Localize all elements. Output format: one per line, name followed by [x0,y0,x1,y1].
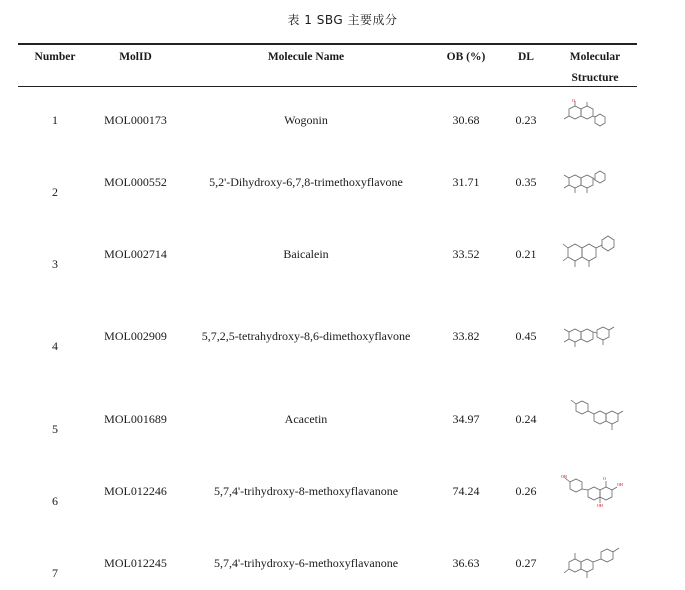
header-number: Number [34,51,76,63]
row-5-number: 5 [52,422,58,436]
row-1-dl: 0.23 [515,113,537,127]
header-ob: OB (%) [446,51,486,63]
table-top-rule [18,43,637,45]
row-6-number: 6 [52,494,58,508]
header-structure-line1: Molecular [569,51,621,63]
row-6-name: 5,7,4'-trihydroxy-8-methoxyflavanone [213,484,399,498]
header-dl: DL [518,51,534,63]
table-caption: 表 1 SBG 主要成分 [287,13,398,27]
row-7-dl: 0.27 [515,556,537,570]
row-7-name: 5,7,4'-trihydroxy-6-methoxyflavanone [213,556,399,570]
row-3-molid: MOL002714 [104,247,167,261]
molecule-structure-icon [561,164,613,200]
row-3-name: Baicalein [283,247,329,261]
row-2-molid: MOL000552 [104,175,167,189]
molecule-structure-icon [558,468,630,512]
row-2-dl: 0.35 [515,175,537,189]
row-2-ob: 31.71 [452,175,480,189]
row-5-ob: 34.97 [452,412,480,426]
header-molecule-name: Molecule Name [267,51,345,63]
row-3-ob: 33.52 [452,247,480,261]
row-3-dl: 0.21 [515,247,537,261]
svg-text:O: O [572,98,575,103]
row-1-ob: 30.68 [452,113,480,127]
molecule-structure-icon [561,317,627,357]
molecule-structure-icon [564,396,634,440]
row-4-name: 5,7,2,5-tetrahydroxy-8,6-dimethoxyflavone [201,329,411,343]
row-2-name: 5,2'-Dihydroxy-6,7,8-trimethoxyflavone [209,175,403,189]
row-4-molid: MOL002909 [104,329,167,343]
row-5-name: Acacetin [284,412,328,426]
row-7-molid: MOL012245 [104,556,167,570]
row-1-molid: MOL000173 [104,113,167,127]
row-7-number: 7 [52,566,58,580]
molecule-structure-icon [561,97,611,133]
header-molid: MolID [119,51,152,63]
row-6-dl: 0.26 [515,484,537,498]
row-4-number: 4 [52,339,58,353]
row-7-ob: 36.63 [452,556,480,570]
row-6-molid: MOL012246 [104,484,167,498]
row-5-molid: MOL001689 [104,412,167,426]
row-1-number: 1 [52,113,58,127]
svg-text:OH: OH [597,503,603,508]
molecule-structure-icon [558,232,628,276]
row-2-number: 2 [52,185,58,199]
row-5-dl: 0.24 [515,412,537,426]
row-6-ob: 74.24 [452,484,480,498]
row-3-number: 3 [52,257,58,271]
row-1-name: Wogonin [284,113,328,127]
row-4-ob: 33.82 [452,329,480,343]
molecule-structure-icon [561,542,633,586]
table-header-rule [18,86,637,87]
svg-text:OH: OH [561,474,567,479]
svg-text:OH: OH [617,482,623,487]
svg-text:O: O [603,476,606,481]
row-4-dl: 0.45 [515,329,537,343]
header-structure-line2: Structure [571,72,619,84]
